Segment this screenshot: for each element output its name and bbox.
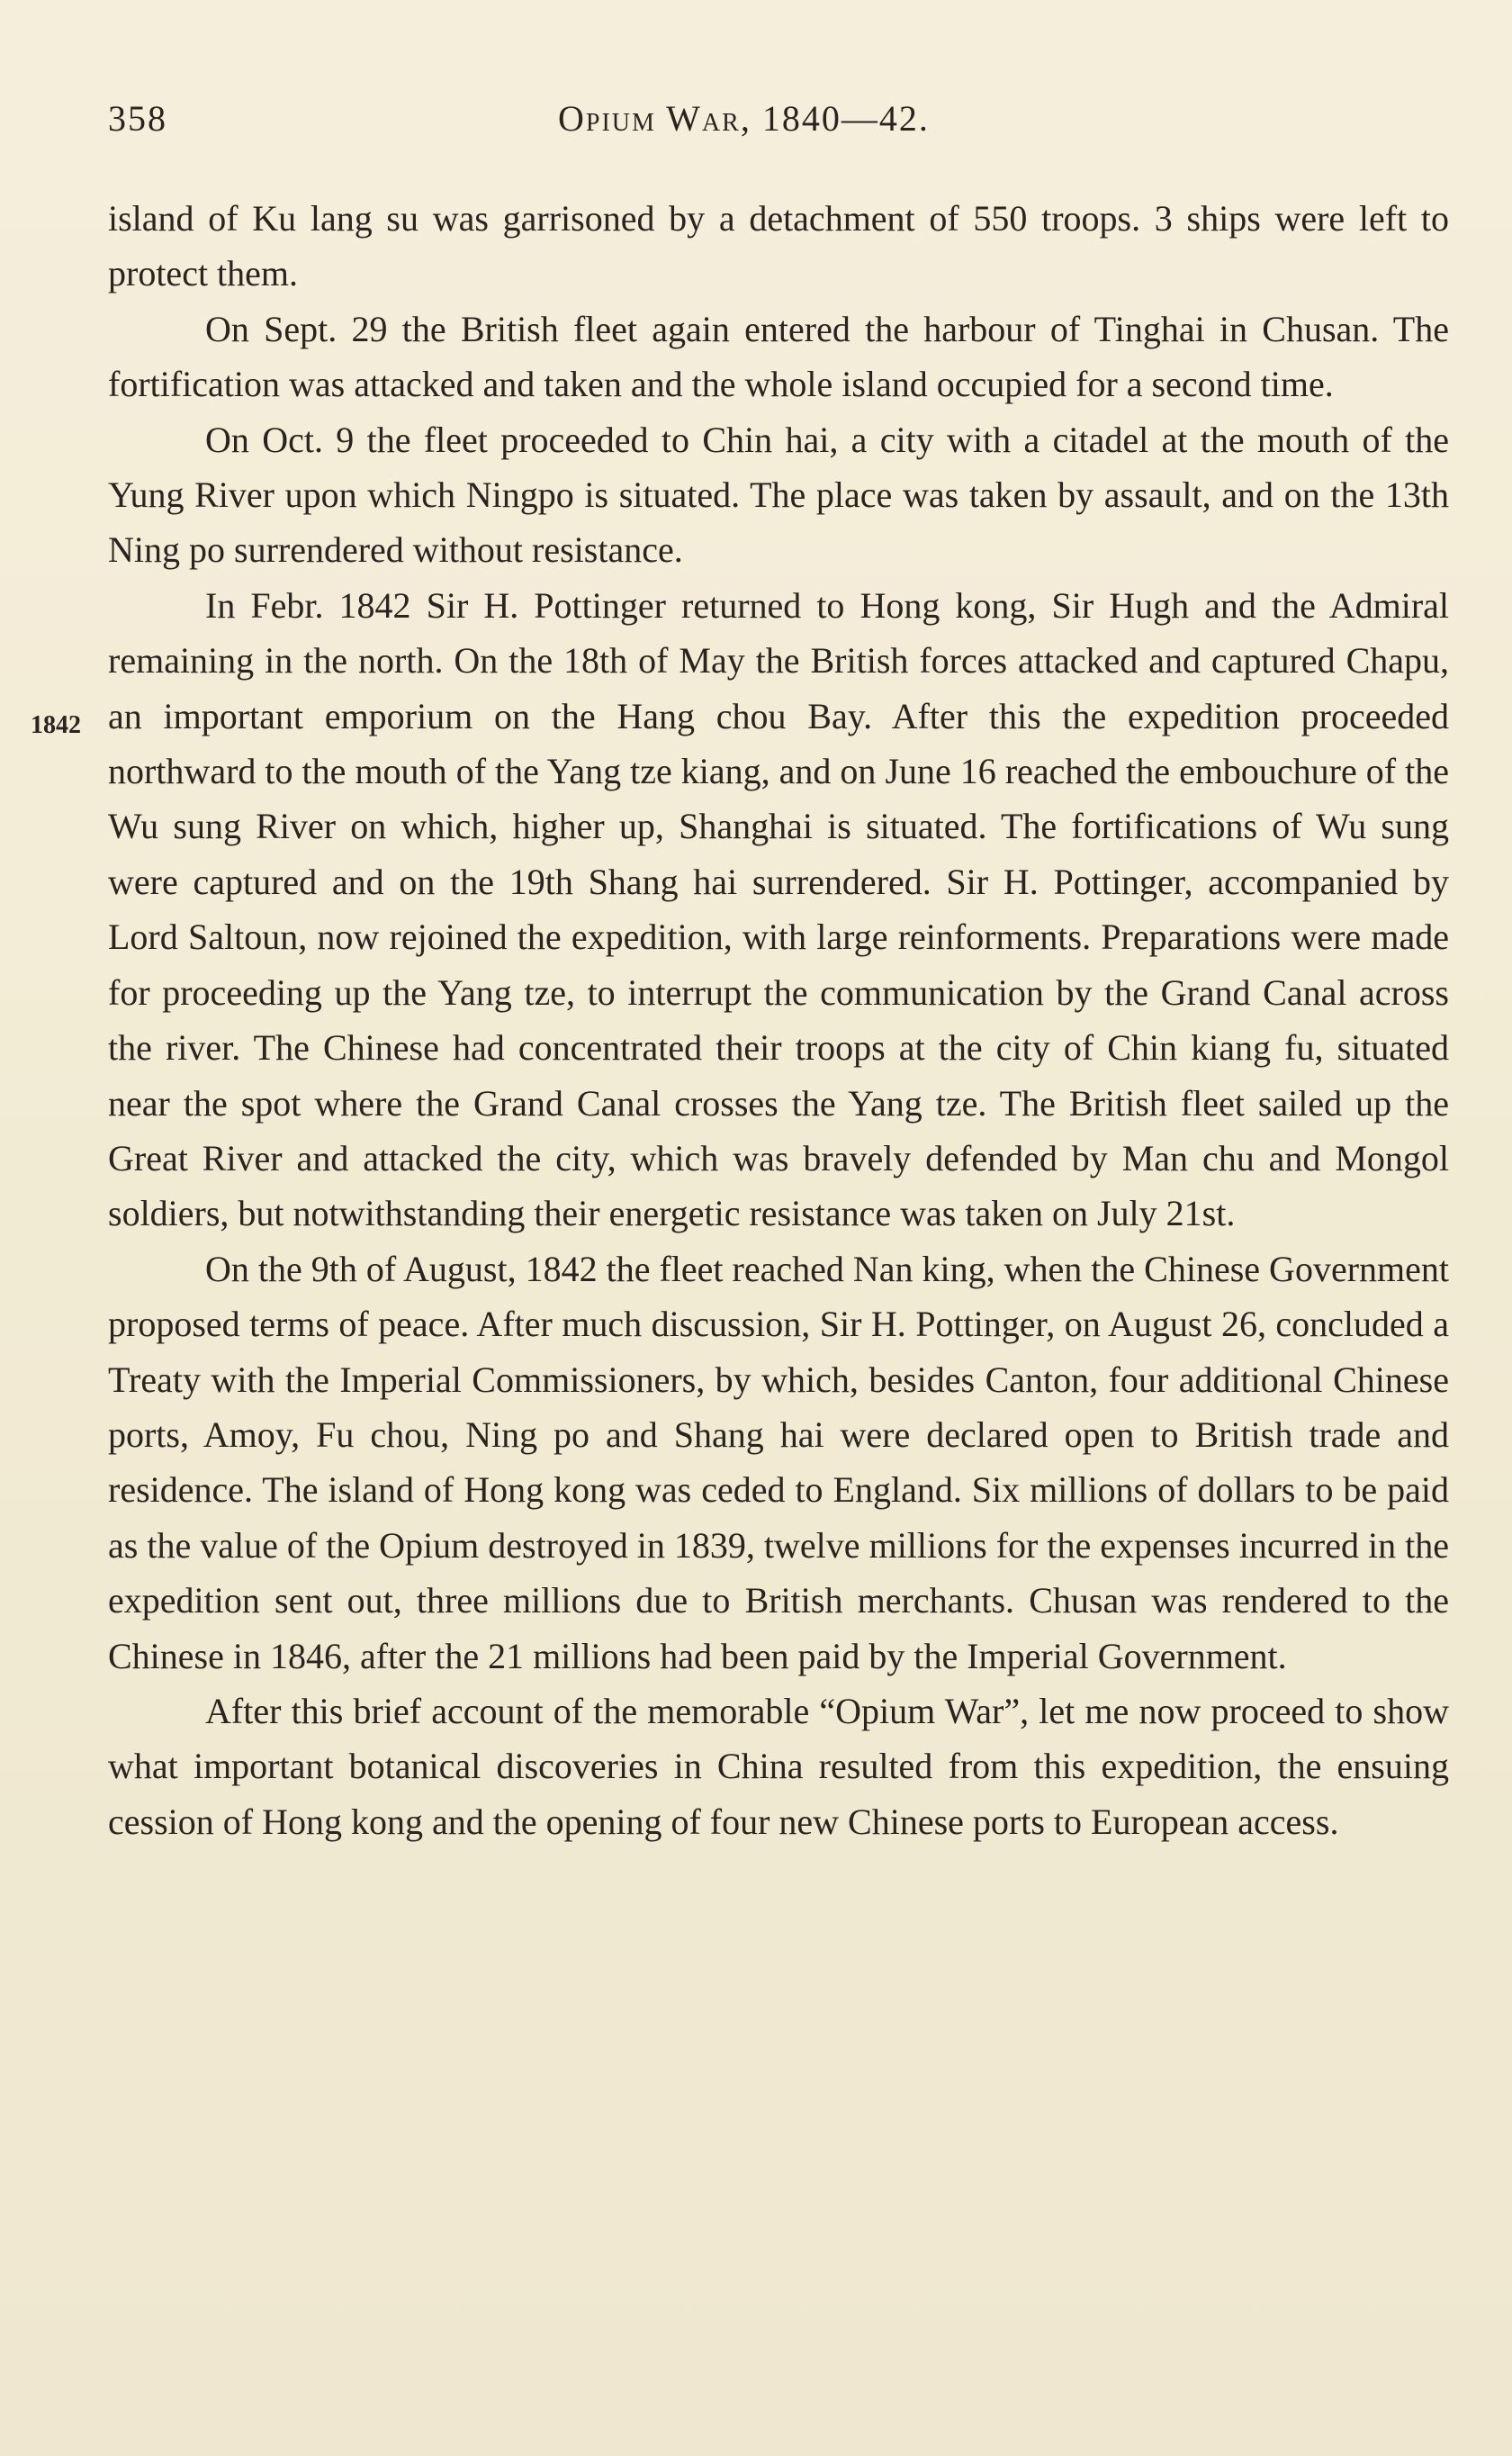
margin-year-note: 1842 (31, 711, 81, 739)
paragraph: In Febr. 1842 Sir H. Pottinger returned to Hong kong, Sir Hugh and the Admiral remaining in the north. On the 18th of May the British forces attacked and captured Chapu, an important emporium on the Hang chou Bay. After this the expedition proceeded northward to the mouth of the Yang tze kiang, and on June 16 reached the embouchure of the Wu sung River on which, higher up, Shanghai is situated. The fortifications of Wu sung were captured and on the 19th Shang hai surrendered. Sir H. Pottinger, accompanied by Lord Saltoun, now rejoined the expedition, with large reinforments. Preparations were made for proceeding up the Yang tze, to interrupt the communication by the Grand Canal across the river. The Chinese had concentrated their troops at the city of Chin kiang fu, situated near the spot where the Grand Canal crosses the Yang tze. The British fleet sailed up the Great River and attacked the city, which was bravely defended by Man chu and Mongol soldiers, but notwithstanding their energetic resistance was taken on July 21st. (108, 584, 1449, 1234)
paragraph: island of Ku lang su was garrisoned by a detachment of 550 troops. 3 ships were left to protect them. (108, 198, 1449, 294)
paragraph: On Oct. 9 the fleet proceeded to Chin hai, a city with a citadel at the mouth of the Yung River upon which Ningpo is situated. The place was taken by assault, and on the 13th Ning po surrendered without resistance. (108, 419, 1449, 571)
paragraph: After this brief account of the memorable “Opium War”, let me now proceed to show what important botanical discoveries in China resulted from this expedition, the ensuing cession of Hong kong and the opening of four new Chinese ports to European access. (108, 1690, 1449, 1842)
paragraph: On the 9th of August, 1842 the fleet reached Nan king, when the Chinese Government proposed terms of peace. After much discussion, Sir H. Pottinger, on August 26, concluded a Treaty with the Imperial Commissioners, by which, besides Canton, four additional Chinese ports, Amoy, Fu chou, Ning po and Shang hai were declared open to British trade and residence. The island of Hong kong was ceded to England. Six millions of dollars to be paid as the value of the Opium destroyed in 1839, twelve millions for the expenses incurred in the expedition sent out, three millions due to British merchants. Chusan was rendered to the Chinese in 1846, after the 21 millions had been paid by the Imperial Government. (108, 1248, 1449, 1676)
body-text (108, 191, 1449, 1849)
paragraph: On Sept. 29 the British fleet again entered the harbour of Tinghai in Chusan. The fortification was attacked and taken and the whole island occupied for a second time. (108, 308, 1449, 405)
page-number: 358 (108, 98, 167, 139)
page-header (108, 97, 1449, 151)
running-head: Opium War, 1840—42. (558, 98, 930, 139)
